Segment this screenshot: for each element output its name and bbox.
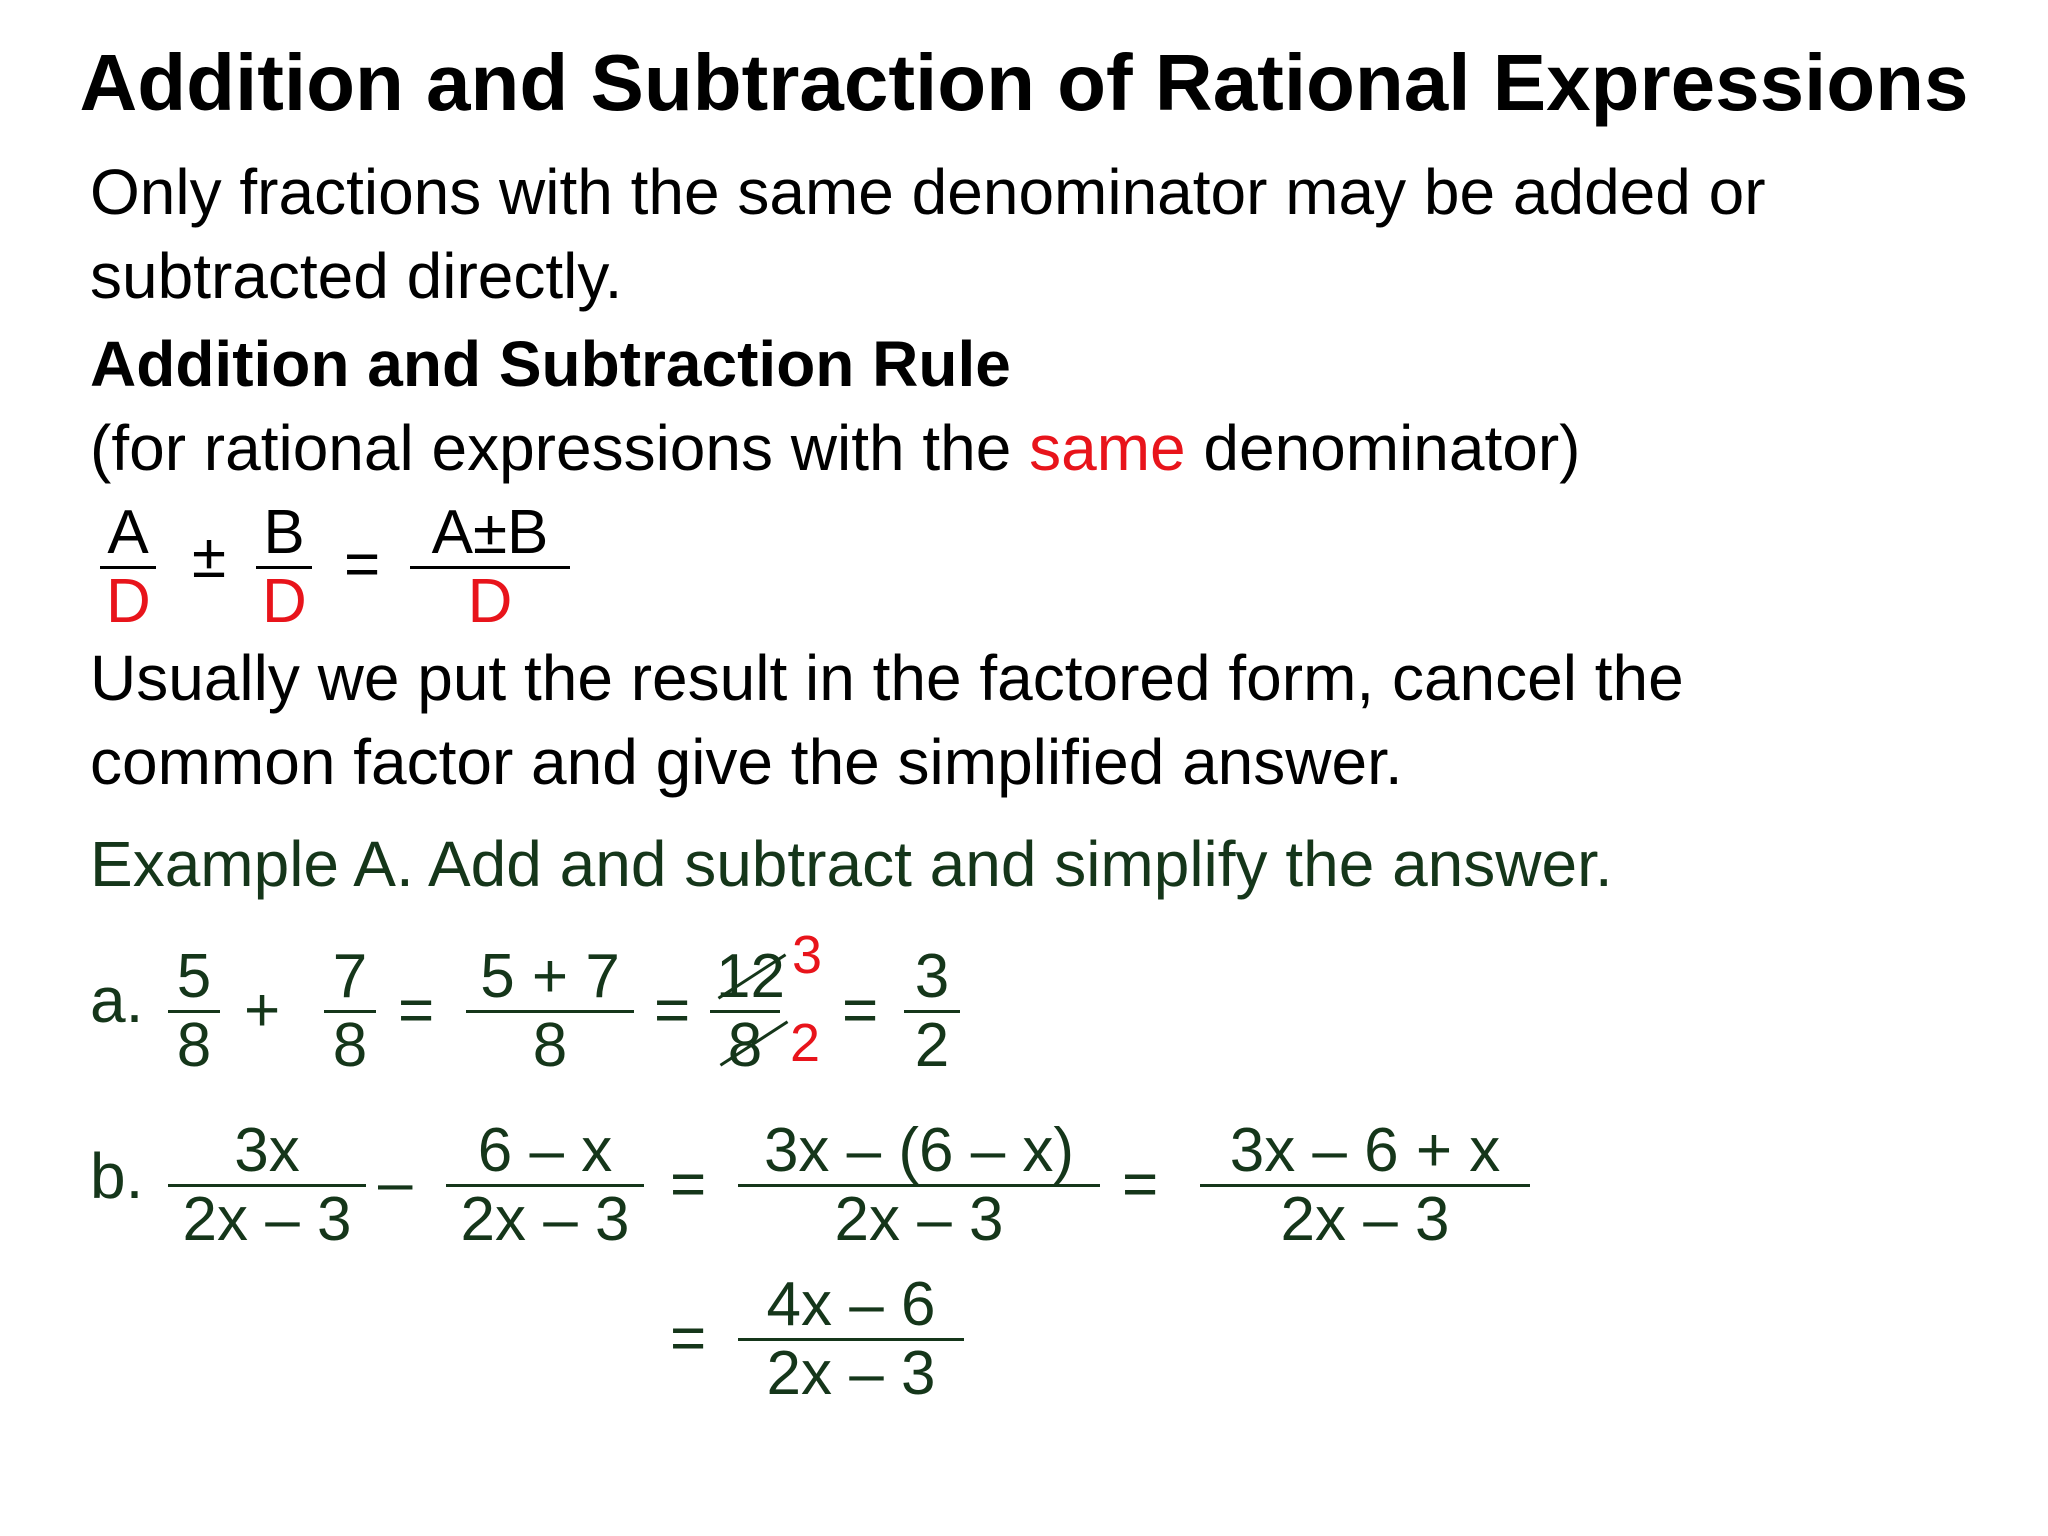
example-b-fraction-3 <box>738 1118 1100 1253</box>
rule-subtitle-after: denominator) <box>1185 412 1581 484</box>
example-a-f3-denominator: 8 <box>466 1010 634 1079</box>
example-a-f1-numerator: 5 <box>176 942 212 1011</box>
example-b-f3-denominator: 2x – 3 <box>738 1184 1100 1253</box>
example-a-equals-3: = <box>842 976 879 1045</box>
rule-b-numerator: B <box>263 498 305 567</box>
example-b-minus: – <box>378 1148 413 1217</box>
example-b-fraction-5 <box>738 1272 964 1407</box>
example-a-f4-denominator: 8 <box>710 1010 780 1079</box>
example-a-fraction-2 <box>324 944 376 1079</box>
example-b-f4-denominator: 2x – 3 <box>1200 1184 1530 1253</box>
example-a-fraction-5 <box>904 944 960 1079</box>
example-a-f5-denominator: 2 <box>904 1010 960 1079</box>
example-a-f1-denominator: 8 <box>168 1010 220 1079</box>
rule-subtitle-before: (for rational expressions with the <box>90 412 1030 484</box>
rule-result-numerator: A±B <box>431 498 549 567</box>
rule-a-numerator: A <box>107 498 149 567</box>
usually-line-2: common factor and give the simplified answer. <box>90 726 1403 798</box>
example-b-fraction-2 <box>446 1118 644 1253</box>
example-b-equals-2: = <box>1122 1150 1159 1219</box>
page-title: Addition and Subtraction of Rational Expressions <box>79 38 1969 127</box>
example-b-f2-denominator: 2x – 3 <box>446 1184 644 1253</box>
example-a-f5-numerator: 3 <box>914 942 950 1011</box>
example-b-f5-denominator: 2x – 3 <box>738 1338 964 1407</box>
rule-subtitle-highlight: same <box>1029 412 1186 484</box>
example-a-f4-numerator: 12 <box>716 942 785 1011</box>
rule-plus-minus: ± <box>192 522 227 591</box>
rule-fraction-b <box>256 500 312 635</box>
example-a-plus: + <box>244 976 281 1045</box>
rule-equals: = <box>344 530 381 599</box>
rule-heading: Addition and Subtraction Rule <box>90 328 1011 400</box>
example-a-fraction-1 <box>168 944 220 1079</box>
rule-b-denominator: D <box>256 566 312 635</box>
example-heading: Example A. Add and subtract and simplify the answer. <box>90 828 1613 900</box>
rule-subtitle <box>90 406 1580 490</box>
example-a-reduced-denominator: 2 <box>790 1013 821 1073</box>
example-a-equals-1: = <box>398 976 435 1045</box>
intro-line-1: Only fractions with the same denominator may be added or <box>90 156 1766 228</box>
example-b-f3-numerator: 3x – (6 – x) <box>763 1116 1075 1185</box>
example-b-f2-numerator: 6 – x <box>477 1116 613 1185</box>
example-a-f2-numerator: 7 <box>332 942 368 1011</box>
example-a-reduced-numerator: 3 <box>792 925 823 985</box>
example-b-f4-numerator: 3x – 6 + x <box>1229 1116 1501 1185</box>
example-b-equals-1: = <box>670 1150 707 1219</box>
example-b-f1-denominator: 2x – 3 <box>168 1184 366 1253</box>
rule-result-denominator: D <box>410 566 570 635</box>
example-b-equals-3: = <box>670 1304 707 1373</box>
example-a-equals-2: = <box>654 976 691 1045</box>
example-a-fraction-3 <box>466 944 634 1079</box>
example-b-f1-numerator: 3x <box>234 1116 300 1185</box>
rule-fraction-result <box>410 500 570 635</box>
rule-fraction-a <box>100 500 156 635</box>
intro-line-2: subtracted directly. <box>90 240 623 312</box>
example-b-f5-numerator: 4x – 6 <box>766 1270 936 1339</box>
example-a-label: a. <box>90 964 144 1036</box>
example-a-f3-numerator: 5 + 7 <box>480 942 620 1011</box>
example-a-f2-denominator: 8 <box>324 1010 376 1079</box>
example-b-fraction-4 <box>1200 1118 1530 1253</box>
example-b-label: b. <box>90 1140 144 1212</box>
rule-a-denominator: D <box>100 566 156 635</box>
usually-line-1: Usually we put the result in the factored form, cancel the <box>90 642 1684 714</box>
example-b-fraction-1 <box>168 1118 366 1253</box>
